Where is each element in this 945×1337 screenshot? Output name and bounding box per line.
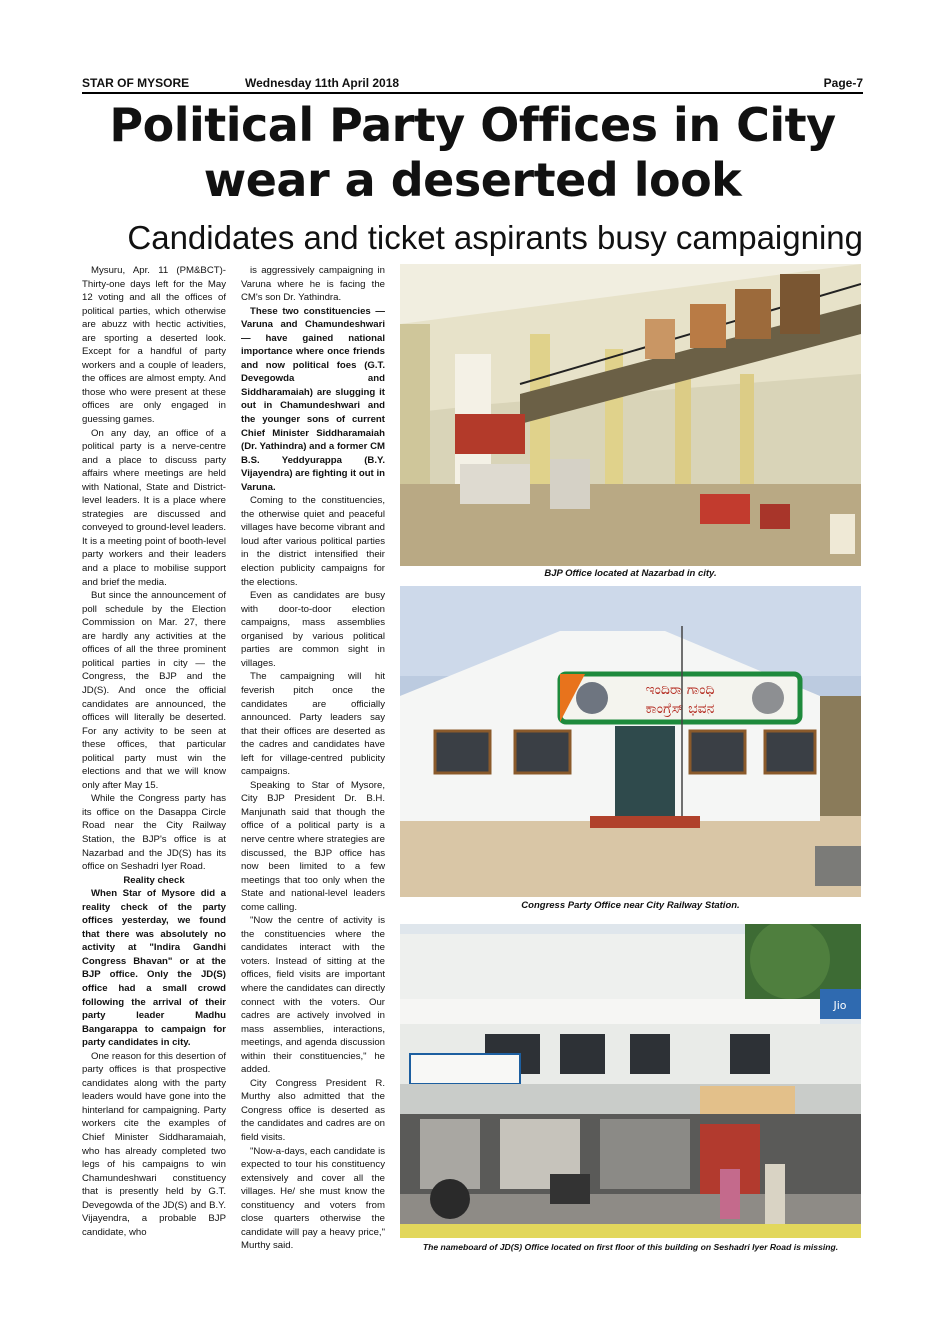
congress-office-photo xyxy=(400,586,861,897)
section-subheading: Reality check xyxy=(123,874,185,886)
article-paragraph: is aggressively campaigning in Varuna where he is facing the CM's son Dr. Yathindra. xyxy=(241,265,385,304)
masthead xyxy=(82,76,863,94)
bjp-office-caption: BJP Office located at Nazarbad in city. xyxy=(544,568,717,579)
article-paragraph: When Star of Mysore did a reality check of the party offices yesterday, we found that there was absolutely no activity at "Indira Gandhi Congress Bhavan" or at the BJP office. Only the JD(S) office had a small crowd following the arrival of their party leader Madhu Bangarappa to campaign for party candidates in city. xyxy=(82,888,226,1049)
article-paragraph: The campaigning will hit feverish pitch once the candidates are officially announced. Party leaders say that their offices are deserted as the cadres and candidates have left for village-centred publicity campaigns. xyxy=(241,671,385,778)
article-paragraph: "Now the centre of activity is the constituencies where the candidates interact with the voters. Instead of sitting at the offices, field visits are important where the candidates can directly connect with the voters. Our cadres are actively involved in mass assemblies, interactions, meetings, and agenda discussion within their constituencies," he added. xyxy=(241,915,385,1076)
article-paragraph: These two constituencies — Varuna and Chamundeshwari — have gained national importance where once friends and now political foes (G.T. Devegowda and Siddharamaiah) are slugging it out in Chamundeshwari and the younger sons of current Chief Minister Siddharamaiah (Dr. Yathindra) and a former CM B.S. Yeddyurappa (B.Y. Vijayendra) are fighting it out in Varuna. xyxy=(241,305,385,493)
page-number: Page-7 xyxy=(823,76,863,90)
article-paragraph: Speaking to Star of Mysore, City BJP President Dr. B.H. Manjunath said that though the office of a political party is a nerve centre where strategies are discussed, the BJP office has now been limited to a few meetings that too only when the State and national-level leaders come calling. xyxy=(241,779,385,913)
article-paragraph: Mysuru, Apr. 11 (PM&BCT)- Thirty-one days left for the May 12 voting and all the offices of political parties, which otherwise are abuzz with hectic activities, are sporting a deserted look. Except for a handful of party workers and a couple of leaders, the offices are almost empty. And those who were present at these offices are only engaged in guessing games. xyxy=(82,265,226,426)
article-paragraph: While the Congress party has its office on the Dasappa Circle Road near the City Railway Station, the BJP's office is at Nazarbad and the JD(S) has its office on Seshadri Iyer Road. xyxy=(82,793,226,873)
article-paragraph: But since the announcement of poll schedule by the Election Commission on Mar. 27, there are hardly any activities at the offices of all the three prominent political parties in city — the Congress, the BJP and the JD(S). And once the official candidates are announced, the offices will literally be deserted. For any activity to be seen at these offices, that particular political party must win the elections and that we will know only after May 15. xyxy=(82,590,226,791)
congress-sign-line-2: ಕಾಂಗ್ರೆಸ್ ಭವನ xyxy=(645,701,715,717)
article-column-2 xyxy=(241,264,385,1253)
jio-sign: Jio xyxy=(833,999,847,1012)
sub-headline: Candidates and ticket aspirants busy campaigning xyxy=(127,219,863,256)
article-paragraph: City Congress President R. Murthy also admitted that the Congress office is deserted as the candidates and cadres are on field visits. xyxy=(241,1077,385,1143)
article-paragraph: One reason for this desertion of party offices is that prospective candidates along with the party leaders would have gone into the hinterland for campaigning. Party workers cite the examples of Chief Minister Siddharamaiah, who has already completed two legs of his campaigns to win Chamundeshwari constituency that is presently held by G.T. Devegowda of the JD(S) and B.Y. Vijayendra, a probable BJP candidate, who xyxy=(82,1050,226,1238)
jds-office-photo xyxy=(400,924,861,1238)
article-paragraph: Even as candidates are busy with door-to-door election campaigns, mass assemblies organised by various political parties are common sight in villages. xyxy=(241,590,385,669)
street-building-photo-icon xyxy=(400,924,861,1238)
publication-name: STAR OF MYSORE xyxy=(82,76,190,90)
congress-building-photo-icon xyxy=(400,586,861,897)
issue-date: Wednesday 11th April 2018 xyxy=(245,76,400,90)
article-column-1 xyxy=(82,264,226,1239)
congress-sign-line-1: ಇಂದಿರಾ ಗಾಂಧಿ xyxy=(645,682,715,698)
headline xyxy=(60,98,885,208)
jds-office-caption: The nameboard of JD(S) Office located on first floor of this building on Seshadri Iyer Road is missing. xyxy=(422,1242,839,1252)
article-paragraph: Coming to the constituencies, the otherwise quiet and peaceful villages have become vibrant and loud after various political parties in the district intensified their election publicity campaigns for the elections. xyxy=(241,495,385,588)
headline-line-1: Political Party Offices in City xyxy=(109,98,836,152)
bjp-office-photo xyxy=(400,264,861,566)
article-paragraph: On any day, an office of a political party is a nerve-centre and a place to discuss party affairs where meetings are held with National, State and District-level leaders. It is a place where strategies are discussed and conveyed to ground-level leaders. It is a meeting point of booth-level party workers and their leaders and a place to mobilise support and brief the media. xyxy=(82,427,226,588)
article-paragraph: "Now-a-days, each candidate is expected to tour his constituency extensively and cover all the villages. He/ she must know the constituency and voters from close quarters otherwise the candidate will pay a heavy price," Murthy said. xyxy=(241,1145,385,1252)
congress-office-caption: Congress Party Office near City Railway Station. xyxy=(521,900,740,911)
office-interior-photo-icon xyxy=(400,264,861,566)
headline-line-2: wear a deserted look xyxy=(203,153,742,207)
